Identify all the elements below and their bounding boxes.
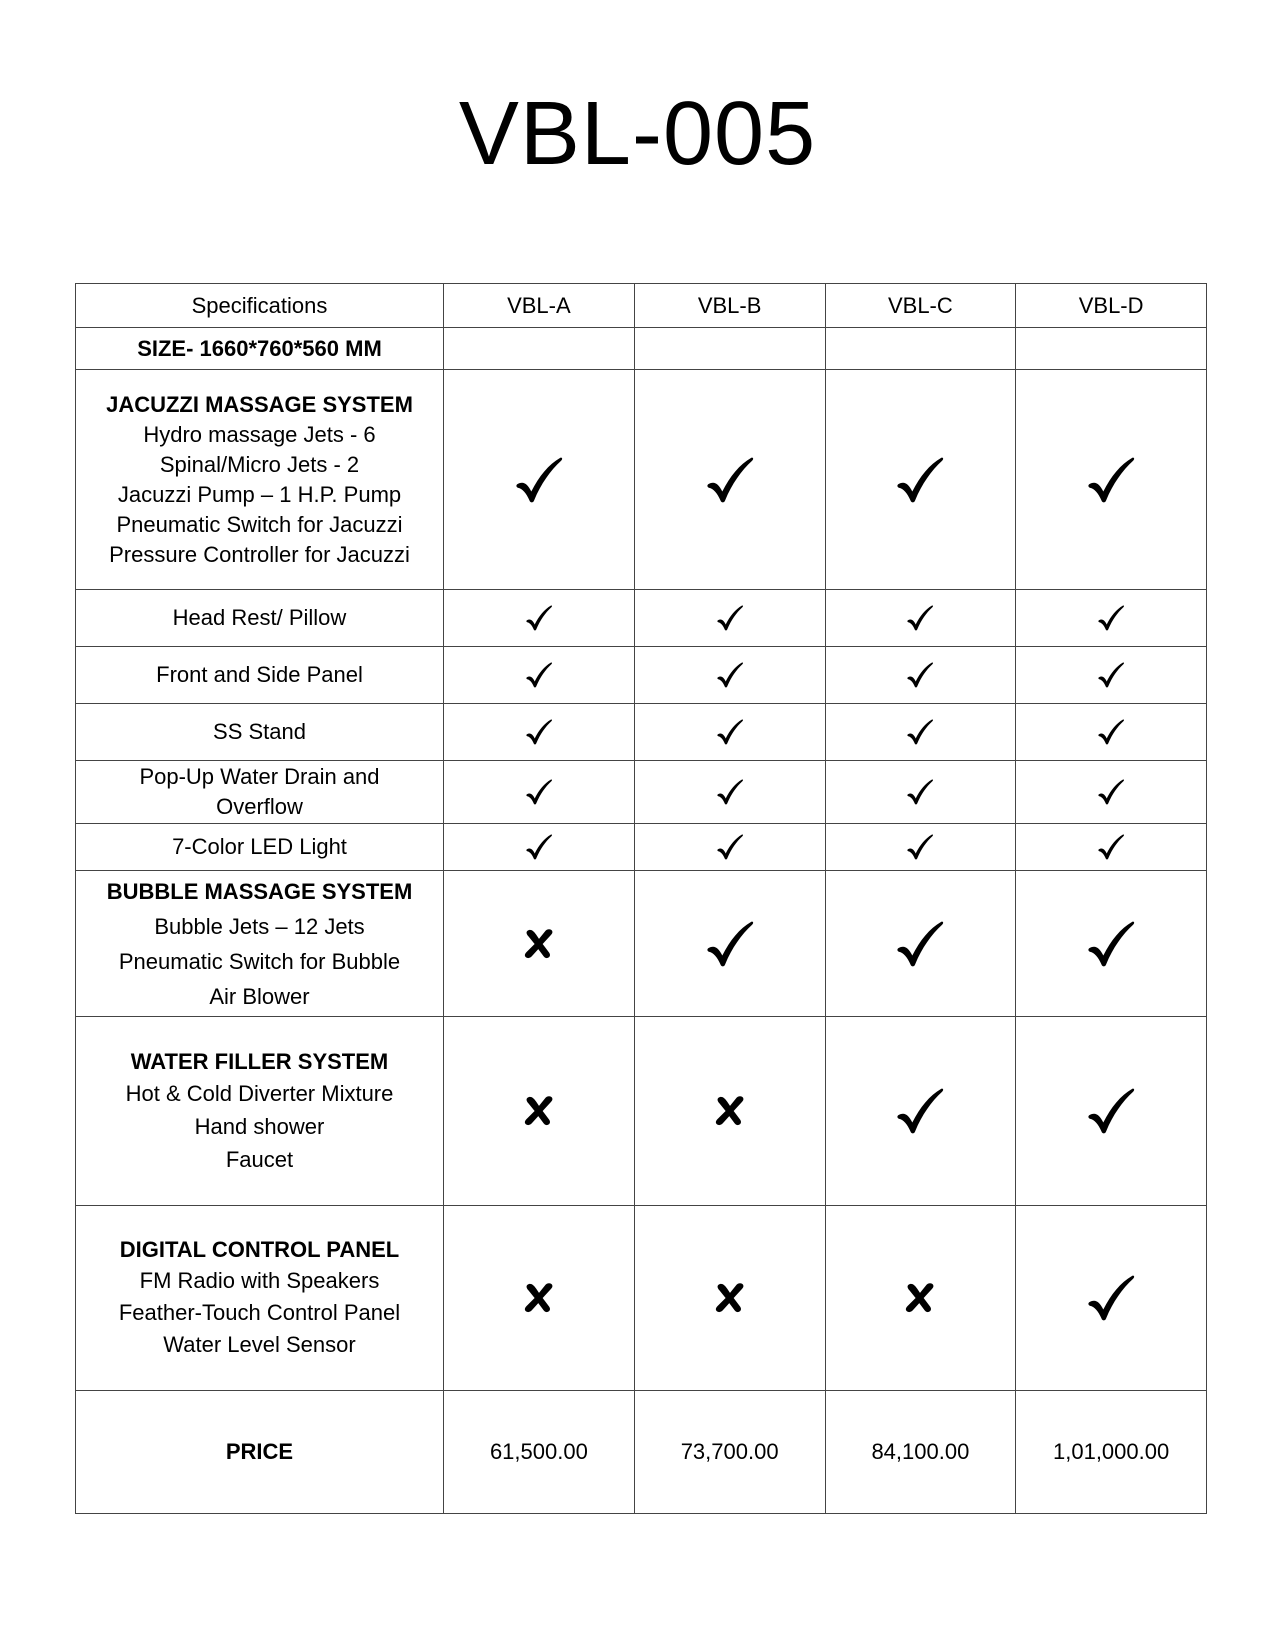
check-icon — [906, 661, 934, 689]
price-value-b: 73,700.00 — [634, 1391, 825, 1514]
availability-yes — [634, 370, 825, 590]
availability-yes — [1016, 761, 1207, 824]
check-icon — [716, 833, 744, 861]
availability-yes — [444, 647, 635, 704]
bubble-row — [76, 871, 1207, 1017]
availability-no — [444, 871, 635, 1017]
water-line: Hot & Cold Diverter Mixture — [125, 1080, 394, 1106]
availability-yes — [444, 370, 635, 590]
jacuzzi-line: Pressure Controller for Jacuzzi — [109, 541, 410, 567]
check-icon — [716, 778, 744, 806]
availability-yes — [1016, 647, 1207, 704]
check-icon — [525, 604, 553, 632]
availability-yes — [1016, 871, 1207, 1017]
check-icon — [1086, 455, 1136, 505]
page-title: VBL-005 — [458, 84, 817, 184]
availability-yes — [1016, 1206, 1207, 1391]
water-title: WATER FILLER SYSTEM — [130, 1048, 389, 1074]
cross-icon — [520, 925, 558, 963]
feature-row — [76, 824, 1207, 871]
check-icon — [525, 718, 553, 746]
check-icon — [1097, 833, 1125, 861]
check-icon — [906, 718, 934, 746]
availability-yes — [444, 761, 635, 824]
price-value-c: 84,100.00 — [825, 1391, 1016, 1514]
bubble-spec-cell — [76, 871, 444, 1017]
availability-yes — [634, 871, 825, 1017]
check-icon — [716, 604, 744, 632]
check-icon — [1097, 778, 1125, 806]
feature-label: Front and Side Panel — [76, 647, 444, 704]
availability-no — [825, 1206, 1016, 1391]
feature-row — [76, 761, 1207, 824]
check-icon — [1086, 919, 1136, 969]
header-variant-d: VBL-D — [1016, 284, 1207, 328]
bubble-line: Pneumatic Switch for Bubble — [118, 948, 401, 974]
availability-yes — [825, 704, 1016, 761]
availability-no — [444, 1017, 635, 1206]
spec-table — [75, 283, 1207, 1514]
digital-line: Water Level Sensor — [163, 1332, 356, 1357]
cross-icon — [901, 1279, 939, 1317]
availability-yes — [1016, 1017, 1207, 1206]
availability-yes — [825, 1017, 1016, 1206]
digital-line: Feather-Touch Control Panel — [118, 1300, 401, 1325]
jacuzzi-row — [76, 370, 1207, 590]
availability-yes — [444, 704, 635, 761]
size-label: SIZE- 1660*760*560 MM — [76, 328, 444, 370]
availability-yes — [1016, 824, 1207, 871]
size-row — [76, 328, 1207, 370]
cross-icon — [520, 1279, 558, 1317]
check-icon — [1097, 718, 1125, 746]
check-icon — [1086, 1273, 1136, 1323]
header-row — [76, 284, 1207, 328]
feature-row — [76, 647, 1207, 704]
jacuzzi-spec-cell — [76, 370, 444, 590]
cross-icon — [711, 1092, 749, 1130]
check-icon — [716, 661, 744, 689]
availability-yes — [634, 590, 825, 647]
availability-yes — [825, 590, 1016, 647]
availability-yes — [1016, 370, 1207, 590]
check-icon — [525, 833, 553, 861]
check-icon — [895, 919, 945, 969]
cross-icon — [711, 1279, 749, 1317]
price-value-a: 61,500.00 — [444, 1391, 635, 1514]
jacuzzi-line: Spinal/Micro Jets - 2 — [159, 451, 360, 477]
digital-row — [76, 1206, 1207, 1391]
size-cell — [444, 328, 635, 370]
bubble-line: Bubble Jets – 12 Jets — [154, 913, 365, 939]
availability-yes — [1016, 590, 1207, 647]
availability-yes — [634, 647, 825, 704]
availability-yes — [825, 871, 1016, 1017]
check-icon — [514, 455, 564, 505]
availability-no — [634, 1017, 825, 1206]
cross-icon — [520, 1092, 558, 1130]
check-icon — [716, 718, 744, 746]
check-icon — [895, 455, 945, 505]
size-cell — [1016, 328, 1207, 370]
size-cell — [634, 328, 825, 370]
bubble-title: BUBBLE MASSAGE SYSTEM — [106, 878, 413, 904]
price-value-d: 1,01,000.00 — [1016, 1391, 1207, 1514]
feature-label: SS Stand — [76, 704, 444, 761]
check-icon — [1086, 1086, 1136, 1136]
price-label: PRICE — [76, 1391, 444, 1514]
header-variant-b: VBL-B — [634, 284, 825, 328]
header-variant-c: VBL-C — [825, 284, 1016, 328]
check-icon — [705, 919, 755, 969]
jacuzzi-title: JACUZZI MASSAGE SYSTEM — [106, 391, 413, 417]
check-icon — [525, 778, 553, 806]
feature-label: 7-Color LED Light — [76, 824, 444, 871]
feature-label: Head Rest/ Pillow — [76, 590, 444, 647]
jacuzzi-line: Pneumatic Switch for Jacuzzi — [116, 511, 403, 537]
availability-yes — [825, 647, 1016, 704]
availability-yes — [634, 704, 825, 761]
water-line: Faucet — [225, 1146, 294, 1172]
availability-yes — [825, 761, 1016, 824]
bubble-line: Air Blower — [209, 983, 310, 1009]
check-icon — [906, 778, 934, 806]
availability-yes — [444, 824, 635, 871]
digital-spec-cell — [76, 1206, 444, 1391]
check-icon — [906, 604, 934, 632]
water-row — [76, 1017, 1207, 1206]
availability-yes — [825, 824, 1016, 871]
feature-label: Pop-Up Water Drain and Overflow — [76, 761, 444, 824]
availability-yes — [634, 761, 825, 824]
water-spec-cell — [76, 1017, 444, 1206]
digital-title: DIGITAL CONTROL PANEL — [119, 1237, 400, 1262]
price-row — [76, 1391, 1207, 1514]
check-icon — [1097, 604, 1125, 632]
availability-yes — [634, 824, 825, 871]
header-specifications: Specifications — [76, 284, 444, 328]
availability-no — [634, 1206, 825, 1391]
check-icon — [1097, 661, 1125, 689]
size-cell — [825, 328, 1016, 370]
availability-yes — [444, 590, 635, 647]
feature-row — [76, 590, 1207, 647]
header-variant-a: VBL-A — [444, 284, 635, 328]
jacuzzi-line: Hydro massage Jets - 6 — [143, 421, 376, 447]
availability-yes — [1016, 704, 1207, 761]
digital-line: FM Radio with Speakers — [139, 1268, 380, 1293]
check-icon — [895, 1086, 945, 1136]
check-icon — [705, 455, 755, 505]
availability-yes — [825, 370, 1016, 590]
feature-row — [76, 704, 1207, 761]
jacuzzi-line: Jacuzzi Pump – 1 H.P. Pump — [117, 481, 402, 507]
availability-no — [444, 1206, 635, 1391]
check-icon — [906, 833, 934, 861]
check-icon — [525, 661, 553, 689]
water-line: Hand shower — [194, 1113, 325, 1139]
